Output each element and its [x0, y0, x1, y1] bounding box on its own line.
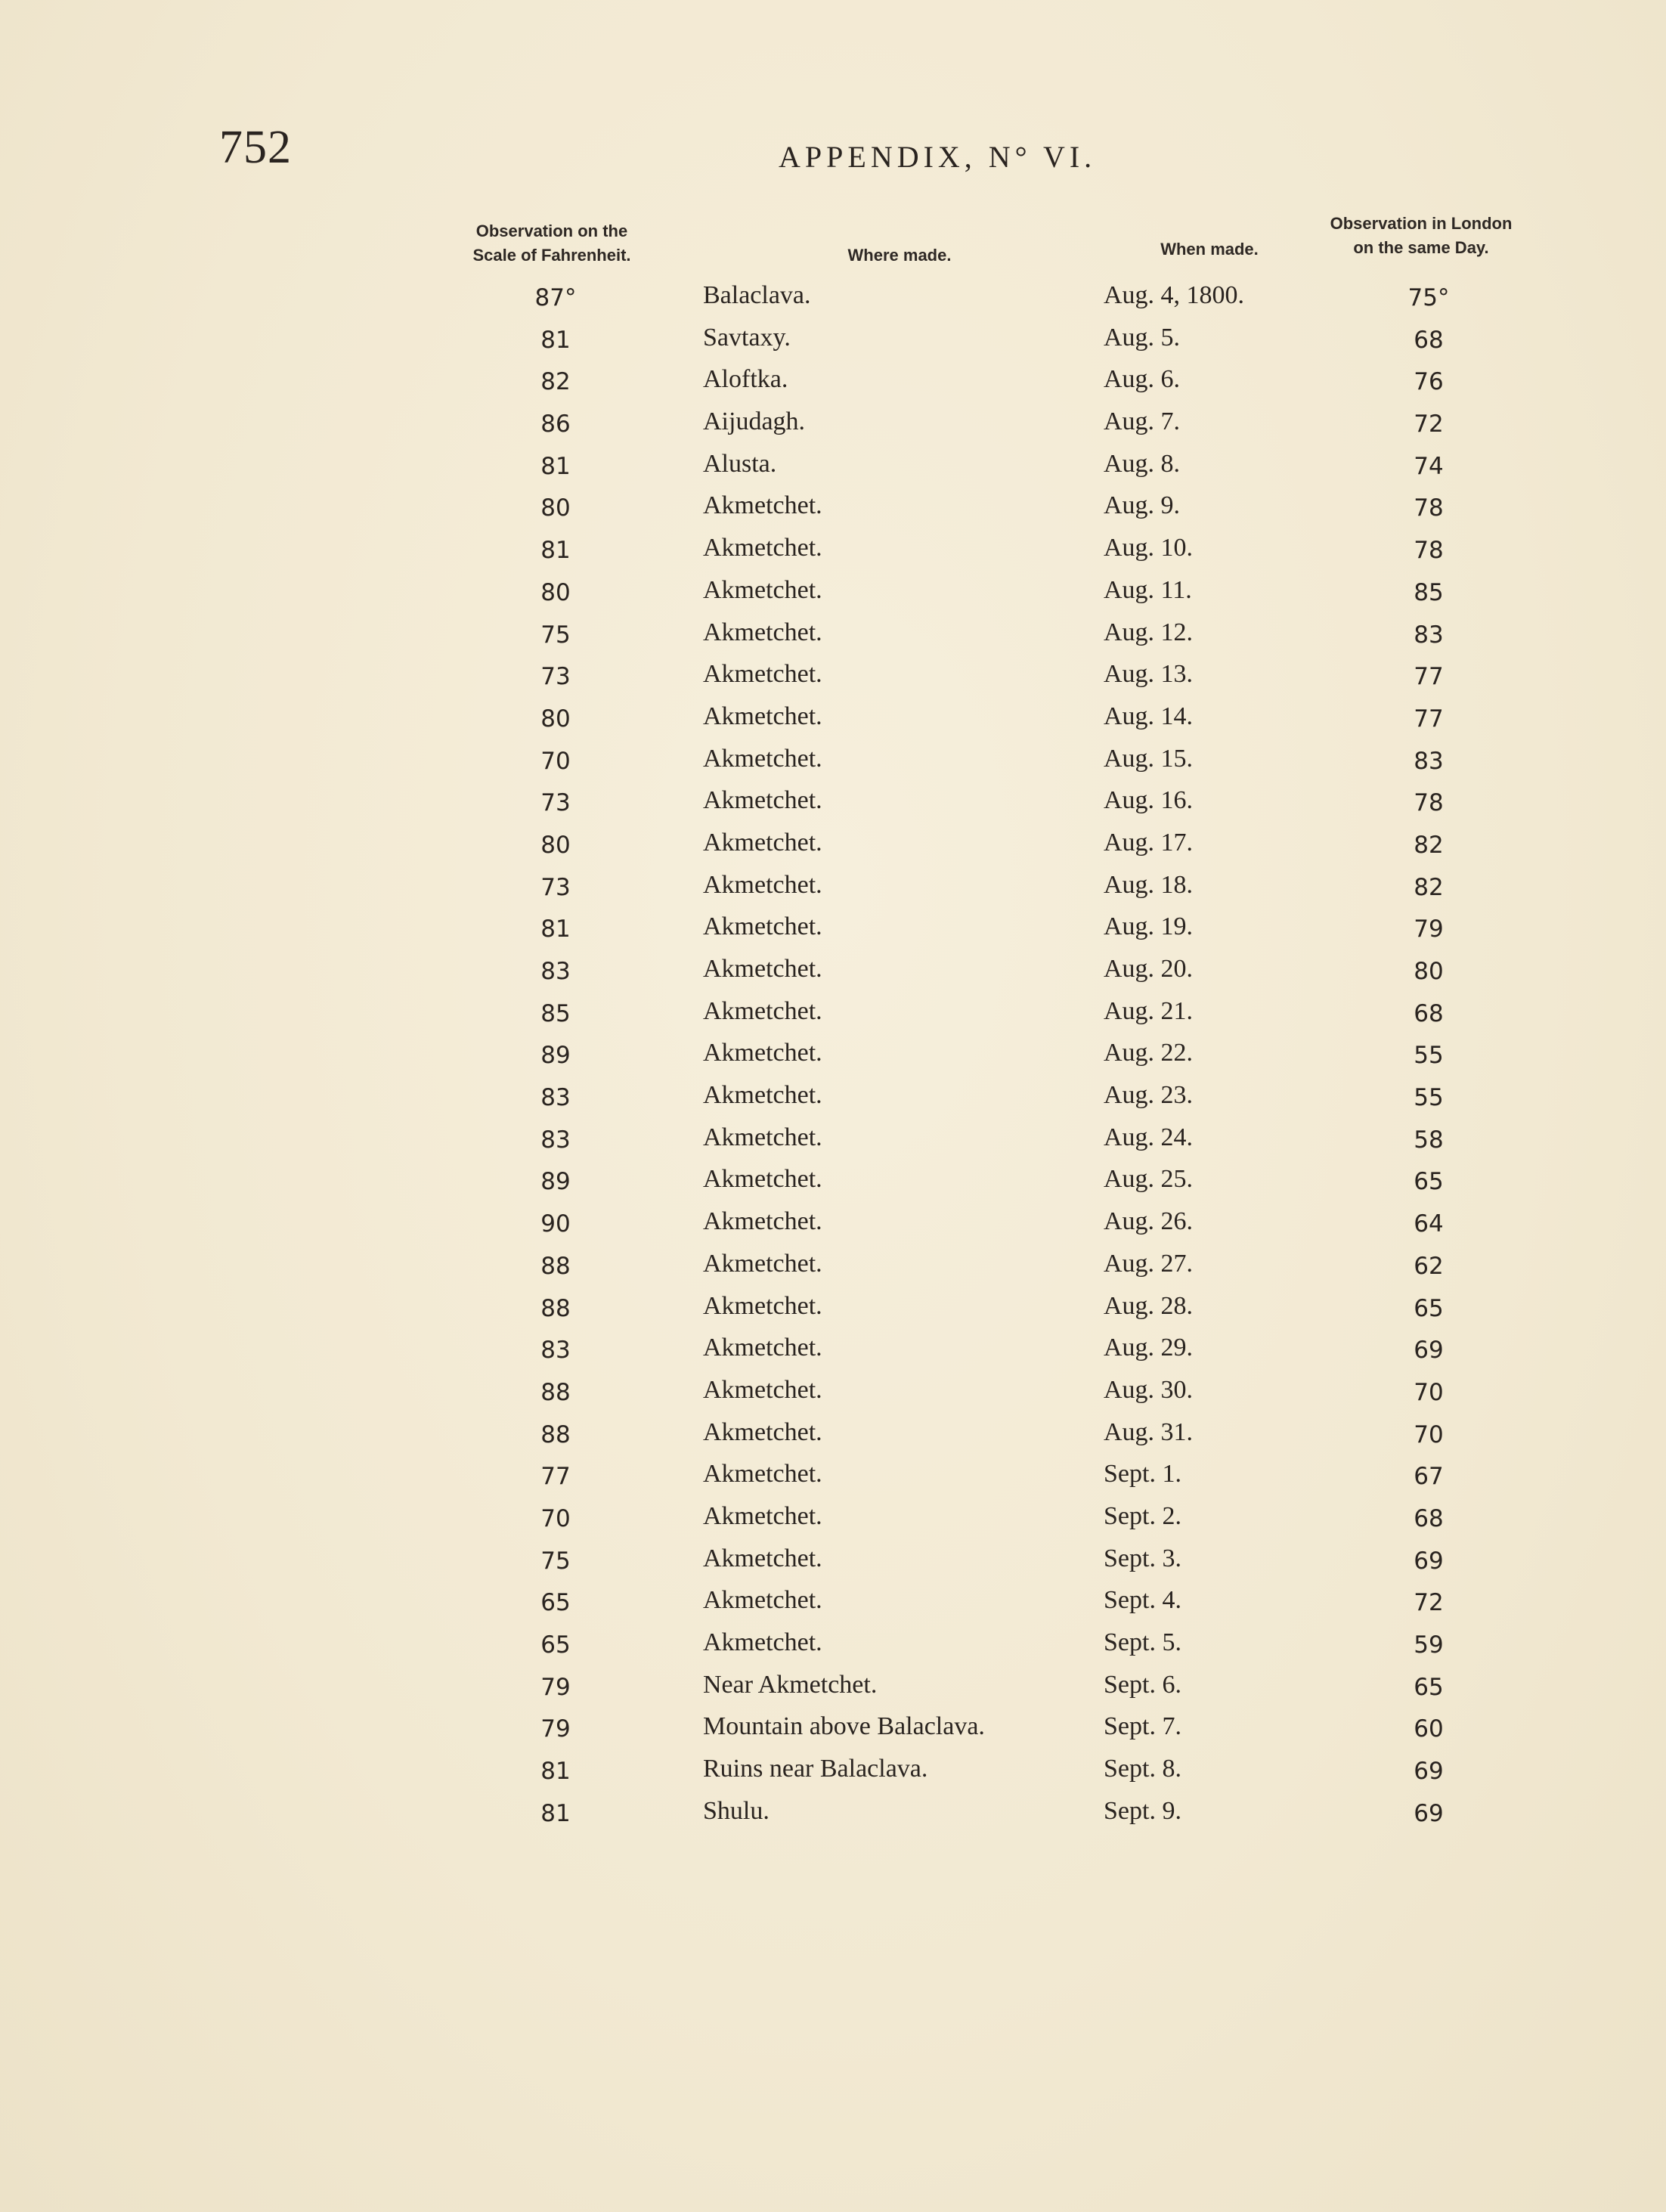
observation-value: 89 — [540, 1042, 571, 1070]
date-value: Aug. 19. — [1104, 912, 1194, 941]
location-value: Akmetchet. — [703, 575, 822, 604]
location-value: Akmetchet. — [703, 1249, 822, 1278]
date-value: Aug. 18. — [1104, 870, 1194, 899]
date-value: Sept. 1. — [1104, 1460, 1181, 1489]
london-value: 68 — [1414, 326, 1444, 354]
table-row — [454, 404, 1572, 447]
observation-value: 81 — [540, 537, 571, 565]
london-value: 72 — [1414, 410, 1444, 438]
location-value: Akmetchet. — [703, 1460, 822, 1489]
date-value: Sept. 2. — [1104, 1501, 1181, 1530]
header-when: When made. — [1160, 240, 1259, 259]
location-value: Alusta. — [703, 449, 777, 478]
location-value: Mountain above Balaclava. — [703, 1712, 985, 1741]
header-london-line1: Observation in London — [1330, 214, 1513, 233]
location-value: Akmetchet. — [703, 1123, 822, 1151]
london-value: 69 — [1414, 1547, 1444, 1575]
london-value: 77 — [1414, 663, 1444, 691]
observation-value: 88 — [540, 1294, 571, 1322]
date-value: Aug. 8. — [1104, 449, 1181, 478]
date-value: Aug. 17. — [1104, 828, 1194, 857]
location-value: Akmetchet. — [703, 1207, 822, 1236]
observation-value: 65 — [540, 1589, 571, 1617]
london-value: 80 — [1414, 958, 1444, 985]
date-value: Aug. 31. — [1104, 1417, 1194, 1446]
table-row — [454, 1752, 1572, 1794]
observation-value: 81 — [540, 1758, 571, 1786]
london-value: 78 — [1414, 537, 1444, 565]
london-value: 55 — [1414, 1042, 1444, 1070]
observation-value: 81 — [540, 1799, 571, 1827]
observation-table — [454, 278, 1572, 1836]
date-value: Aug. 29. — [1104, 1334, 1194, 1362]
observation-value: 81 — [540, 326, 571, 354]
london-value: 69 — [1414, 1758, 1444, 1786]
table-row — [454, 1668, 1572, 1710]
date-value: Aug. 10. — [1104, 534, 1194, 562]
london-value: 82 — [1414, 873, 1444, 901]
observation-value: 83 — [540, 1084, 571, 1112]
table-row — [454, 1289, 1572, 1331]
date-value: Aug. 7. — [1104, 407, 1181, 436]
observation-value: 65 — [540, 1631, 571, 1659]
table-row — [454, 994, 1572, 1036]
location-value: Shulu. — [703, 1796, 770, 1825]
running-head: APPENDIX, N° VI. — [779, 140, 1097, 174]
table-row — [454, 1120, 1572, 1163]
london-value: 65 — [1414, 1168, 1444, 1196]
london-value: 70 — [1414, 1420, 1444, 1448]
table-row — [454, 1583, 1572, 1625]
table-row — [454, 1078, 1572, 1120]
observation-value: 80 — [540, 831, 571, 859]
london-value: 67 — [1414, 1463, 1444, 1491]
observation-value: 79 — [540, 1673, 571, 1701]
location-value: Akmetchet. — [703, 660, 822, 689]
location-value: Akmetchet. — [703, 618, 822, 646]
london-value: 55 — [1414, 1084, 1444, 1112]
london-value: 70 — [1414, 1378, 1444, 1406]
date-value: Aug. 25. — [1104, 1165, 1194, 1194]
date-value: Aug. 9. — [1104, 491, 1181, 520]
observation-value: 85 — [540, 999, 571, 1027]
table-row — [454, 615, 1572, 658]
table-row — [454, 1415, 1572, 1458]
london-value: 68 — [1414, 999, 1444, 1027]
date-value: Aug. 4, 1800. — [1104, 281, 1245, 309]
london-value: 69 — [1414, 1799, 1444, 1827]
location-value: Akmetchet. — [703, 1544, 822, 1572]
location-value: Akmetchet. — [703, 1375, 822, 1404]
date-value: Aug. 30. — [1104, 1375, 1194, 1404]
london-value: 65 — [1414, 1294, 1444, 1322]
observation-value: 80 — [540, 494, 571, 522]
header-london — [1300, 212, 1542, 260]
date-value: Aug. 14. — [1104, 702, 1194, 730]
observation-value: 73 — [540, 789, 571, 817]
location-value: Akmetchet. — [703, 870, 822, 899]
date-value: Aug. 28. — [1104, 1291, 1194, 1320]
table-row — [454, 952, 1572, 994]
date-value: Aug. 11. — [1104, 575, 1192, 604]
date-value: Aug. 5. — [1104, 323, 1181, 352]
observation-value: 70 — [540, 1504, 571, 1532]
date-value: Sept. 9. — [1104, 1796, 1181, 1825]
observation-value: 87° — [534, 284, 577, 311]
date-value: Sept. 7. — [1104, 1712, 1181, 1741]
table-row — [454, 1499, 1572, 1541]
observation-value: 88 — [540, 1252, 571, 1280]
location-value: Akmetchet. — [703, 1501, 822, 1530]
header-london-line2: on the same Day. — [1353, 238, 1489, 257]
location-value: Near Akmetchet. — [703, 1670, 878, 1699]
date-value: Aug. 21. — [1104, 996, 1194, 1025]
table-row — [454, 1625, 1572, 1668]
observation-value: 83 — [540, 1337, 571, 1365]
date-value: Aug. 6. — [1104, 365, 1181, 394]
table-row — [454, 1162, 1572, 1204]
date-value: Aug. 16. — [1104, 786, 1194, 815]
location-value: Akmetchet. — [703, 1291, 822, 1320]
table-row — [454, 573, 1572, 615]
table-row — [454, 321, 1572, 363]
observation-value: 81 — [540, 452, 571, 480]
table-row — [454, 278, 1572, 321]
location-value: Akmetchet. — [703, 1334, 822, 1362]
observation-value: 81 — [540, 915, 571, 943]
london-value: 65 — [1414, 1673, 1444, 1701]
header-observation — [454, 219, 650, 268]
location-value: Akmetchet. — [703, 1039, 822, 1067]
location-value: Balaclava. — [703, 281, 811, 309]
table-row — [454, 1204, 1572, 1247]
table-row — [454, 1709, 1572, 1752]
location-value: Ruins near Balaclava. — [703, 1755, 928, 1783]
observation-value: 88 — [540, 1420, 571, 1448]
london-value: 76 — [1414, 368, 1444, 396]
date-value: Sept. 6. — [1104, 1670, 1181, 1699]
london-value: 74 — [1414, 452, 1444, 480]
date-value: Sept. 3. — [1104, 1544, 1181, 1572]
location-value: Akmetchet. — [703, 1081, 822, 1110]
london-value: 62 — [1414, 1252, 1444, 1280]
observation-value: 90 — [540, 1210, 571, 1238]
date-value: Sept. 4. — [1104, 1586, 1181, 1615]
london-value: 78 — [1414, 789, 1444, 817]
london-value: 64 — [1414, 1210, 1444, 1238]
date-value: Aug. 23. — [1104, 1081, 1194, 1110]
london-value: 75° — [1407, 284, 1450, 311]
observation-value: 82 — [540, 368, 571, 396]
observation-value: 75 — [540, 1547, 571, 1575]
table-row — [454, 447, 1572, 489]
table-row — [454, 1036, 1572, 1078]
table-row — [454, 1541, 1572, 1584]
table-row — [454, 742, 1572, 784]
london-value: 85 — [1414, 578, 1444, 606]
date-value: Aug. 15. — [1104, 744, 1194, 773]
date-value: Sept. 8. — [1104, 1755, 1181, 1783]
london-value: 60 — [1414, 1715, 1444, 1743]
london-value: 69 — [1414, 1337, 1444, 1365]
london-value: 78 — [1414, 494, 1444, 522]
table-row — [454, 531, 1572, 573]
table-row — [454, 699, 1572, 742]
observation-value: 80 — [540, 578, 571, 606]
location-value: Akmetchet. — [703, 955, 822, 983]
observation-value: 70 — [540, 747, 571, 775]
observation-value: 88 — [540, 1378, 571, 1406]
observation-value: 77 — [540, 1463, 571, 1491]
london-value: 72 — [1414, 1589, 1444, 1617]
london-value: 68 — [1414, 1504, 1444, 1532]
table-row — [454, 657, 1572, 699]
table-row — [454, 1794, 1572, 1836]
observation-value: 73 — [540, 663, 571, 691]
location-value: Savtaxy. — [703, 323, 791, 352]
location-value: Akmetchet. — [703, 534, 822, 562]
observation-value: 80 — [540, 705, 571, 733]
header-where: Where made. — [847, 246, 952, 265]
london-value: 79 — [1414, 915, 1444, 943]
date-value: Aug. 27. — [1104, 1249, 1194, 1278]
date-value: Aug. 26. — [1104, 1207, 1194, 1236]
location-value: Akmetchet. — [703, 828, 822, 857]
location-value: Akmetchet. — [703, 1417, 822, 1446]
table-row — [454, 488, 1572, 531]
london-value: 58 — [1414, 1126, 1444, 1154]
location-value: Akmetchet. — [703, 744, 822, 773]
date-value: Sept. 5. — [1104, 1628, 1181, 1656]
london-value: 83 — [1414, 621, 1444, 649]
header-observation-line2: Scale of Fahrenheit. — [472, 246, 631, 265]
observation-value: 83 — [540, 958, 571, 985]
london-value: 77 — [1414, 705, 1444, 733]
table-row — [454, 1373, 1572, 1415]
location-value: Akmetchet. — [703, 491, 822, 520]
date-value: Aug. 12. — [1104, 618, 1194, 646]
location-value: Aijudagh. — [703, 407, 806, 436]
header-observation-line1: Observation on the — [475, 222, 628, 240]
location-value: Akmetchet. — [703, 786, 822, 815]
location-value: Akmetchet. — [703, 912, 822, 941]
date-value: Aug. 20. — [1104, 955, 1194, 983]
location-value: Akmetchet. — [703, 1586, 822, 1615]
london-value: 83 — [1414, 747, 1444, 775]
location-value: Akmetchet. — [703, 1628, 822, 1656]
observation-value: 89 — [540, 1168, 571, 1196]
table-row — [454, 826, 1572, 868]
table-row — [454, 1331, 1572, 1373]
table-row — [454, 1457, 1572, 1499]
page-number: 752 — [219, 122, 292, 173]
table-row — [454, 362, 1572, 404]
date-value: Aug. 13. — [1104, 660, 1194, 689]
location-value: Akmetchet. — [703, 1165, 822, 1194]
date-value: Aug. 24. — [1104, 1123, 1194, 1151]
table-row — [454, 909, 1572, 952]
london-value: 82 — [1414, 831, 1444, 859]
london-value: 59 — [1414, 1631, 1444, 1659]
date-value: Aug. 22. — [1104, 1039, 1194, 1067]
observation-value: 83 — [540, 1126, 571, 1154]
observation-value: 86 — [540, 410, 571, 438]
location-value: Akmetchet. — [703, 702, 822, 730]
observation-value: 79 — [540, 1715, 571, 1743]
observation-value: 75 — [540, 621, 571, 649]
table-row — [454, 868, 1572, 910]
observation-value: 73 — [540, 873, 571, 901]
table-row — [454, 1247, 1572, 1289]
location-value: Akmetchet. — [703, 996, 822, 1025]
location-value: Aloftka. — [703, 365, 788, 394]
table-row — [454, 783, 1572, 826]
